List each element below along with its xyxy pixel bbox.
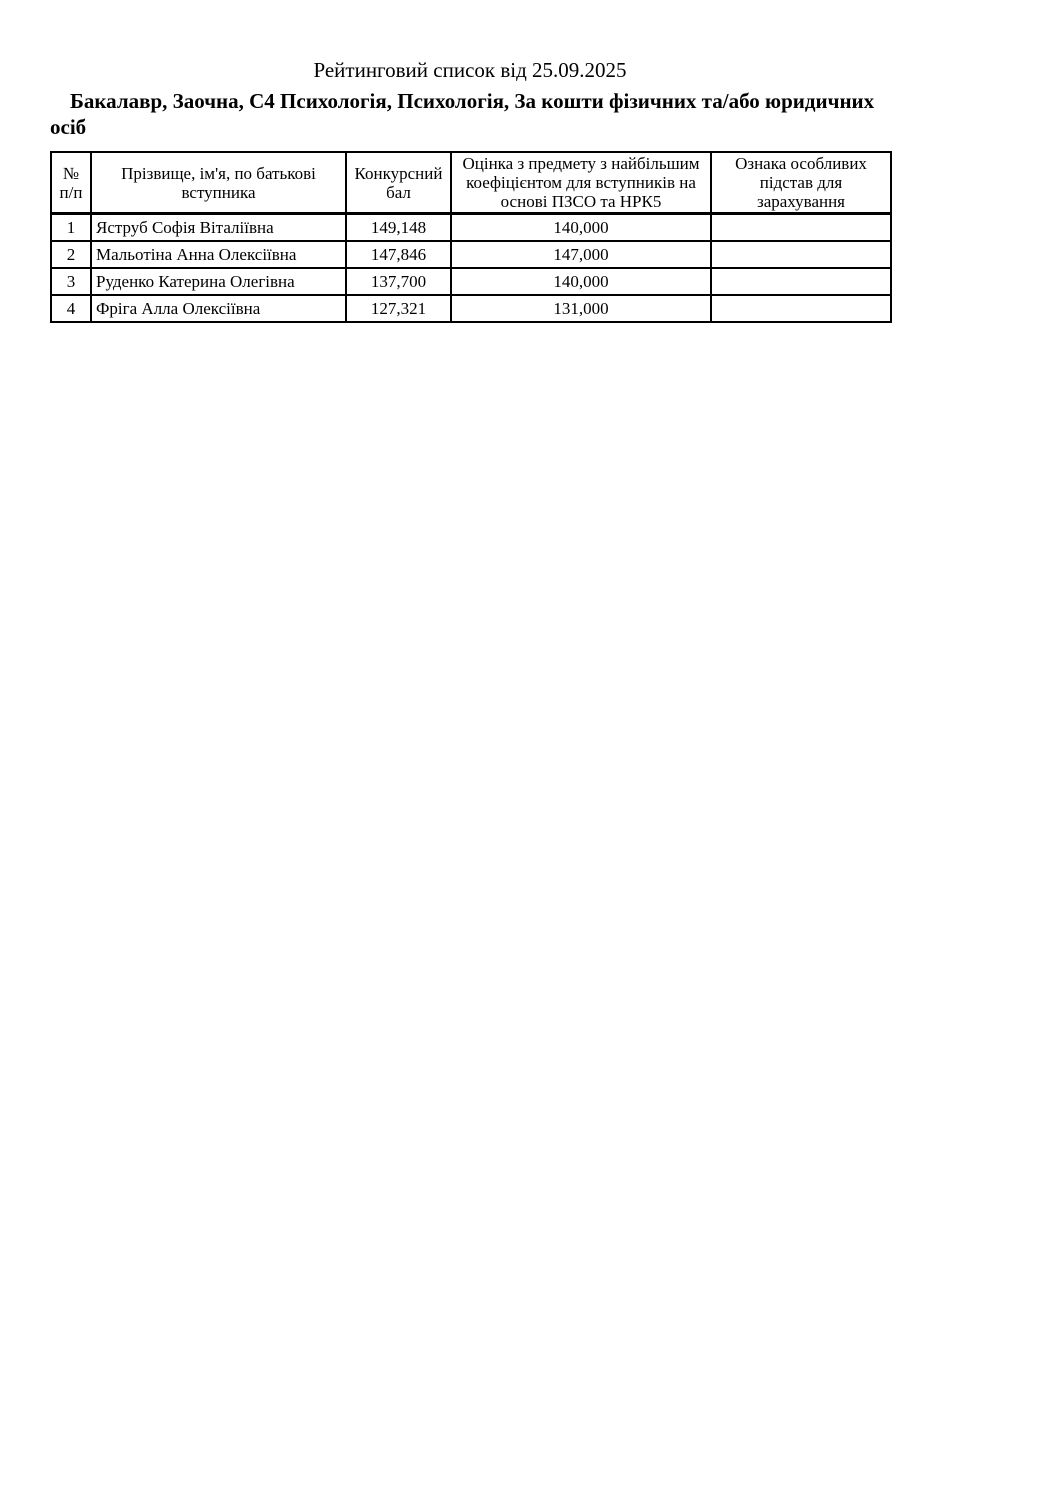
cell-subject-score: 131,000: [451, 295, 711, 322]
cell-special-grounds: [711, 241, 891, 268]
col-header-applicant-name: Прізвище, ім'я, по батькові вступника: [91, 152, 346, 214]
cell-competition-score: 127,321: [346, 295, 451, 322]
document-title: Рейтинговий список від 25.09.2025: [313, 58, 627, 82]
table-row: [51, 214, 891, 242]
cell-rank-number: 1: [51, 214, 91, 242]
cell-applicant-name: Фріга Алла Олексіївна: [91, 295, 346, 322]
cell-competition-score: 147,846: [346, 241, 451, 268]
col-header-rank-number: № п/п: [51, 152, 91, 214]
col-header-subject-score: Оцінка з предмету з найбільшим коефіцієнтом для вступників на основі ПЗСО та НРК5: [451, 152, 711, 214]
document-subtitle: [50, 88, 890, 140]
table-header-row: [51, 152, 891, 214]
document-subtitle-line-1: Бакалавр, Заочна, С4 Психологія, Психологія, За кошти фізичних та/або юридичних: [70, 89, 875, 113]
table-row: [51, 295, 891, 322]
cell-subject-score: 140,000: [451, 214, 711, 242]
cell-competition-score: 137,700: [346, 268, 451, 295]
cell-rank-number: 3: [51, 268, 91, 295]
cell-applicant-name: Мальотіна Анна Олексіївна: [91, 241, 346, 268]
cell-applicant-name: Руденко Катерина Олегівна: [91, 268, 346, 295]
cell-special-grounds: [711, 295, 891, 322]
document-subtitle-line-2: осіб: [50, 115, 87, 139]
table-row: [51, 268, 891, 295]
table-row: [51, 241, 891, 268]
col-header-special-grounds: Ознака особливих підстав для зарахування: [711, 152, 891, 214]
cell-applicant-name: Яструб Софія Віталіївна: [91, 214, 346, 242]
cell-rank-number: 2: [51, 241, 91, 268]
ranking-table: [50, 151, 892, 323]
cell-special-grounds: [711, 268, 891, 295]
cell-competition-score: 149,148: [346, 214, 451, 242]
col-header-competition-score: Конкурсний бал: [346, 152, 451, 214]
cell-rank-number: 4: [51, 295, 91, 322]
cell-subject-score: 147,000: [451, 241, 711, 268]
cell-special-grounds: [711, 214, 891, 242]
cell-subject-score: 140,000: [451, 268, 711, 295]
